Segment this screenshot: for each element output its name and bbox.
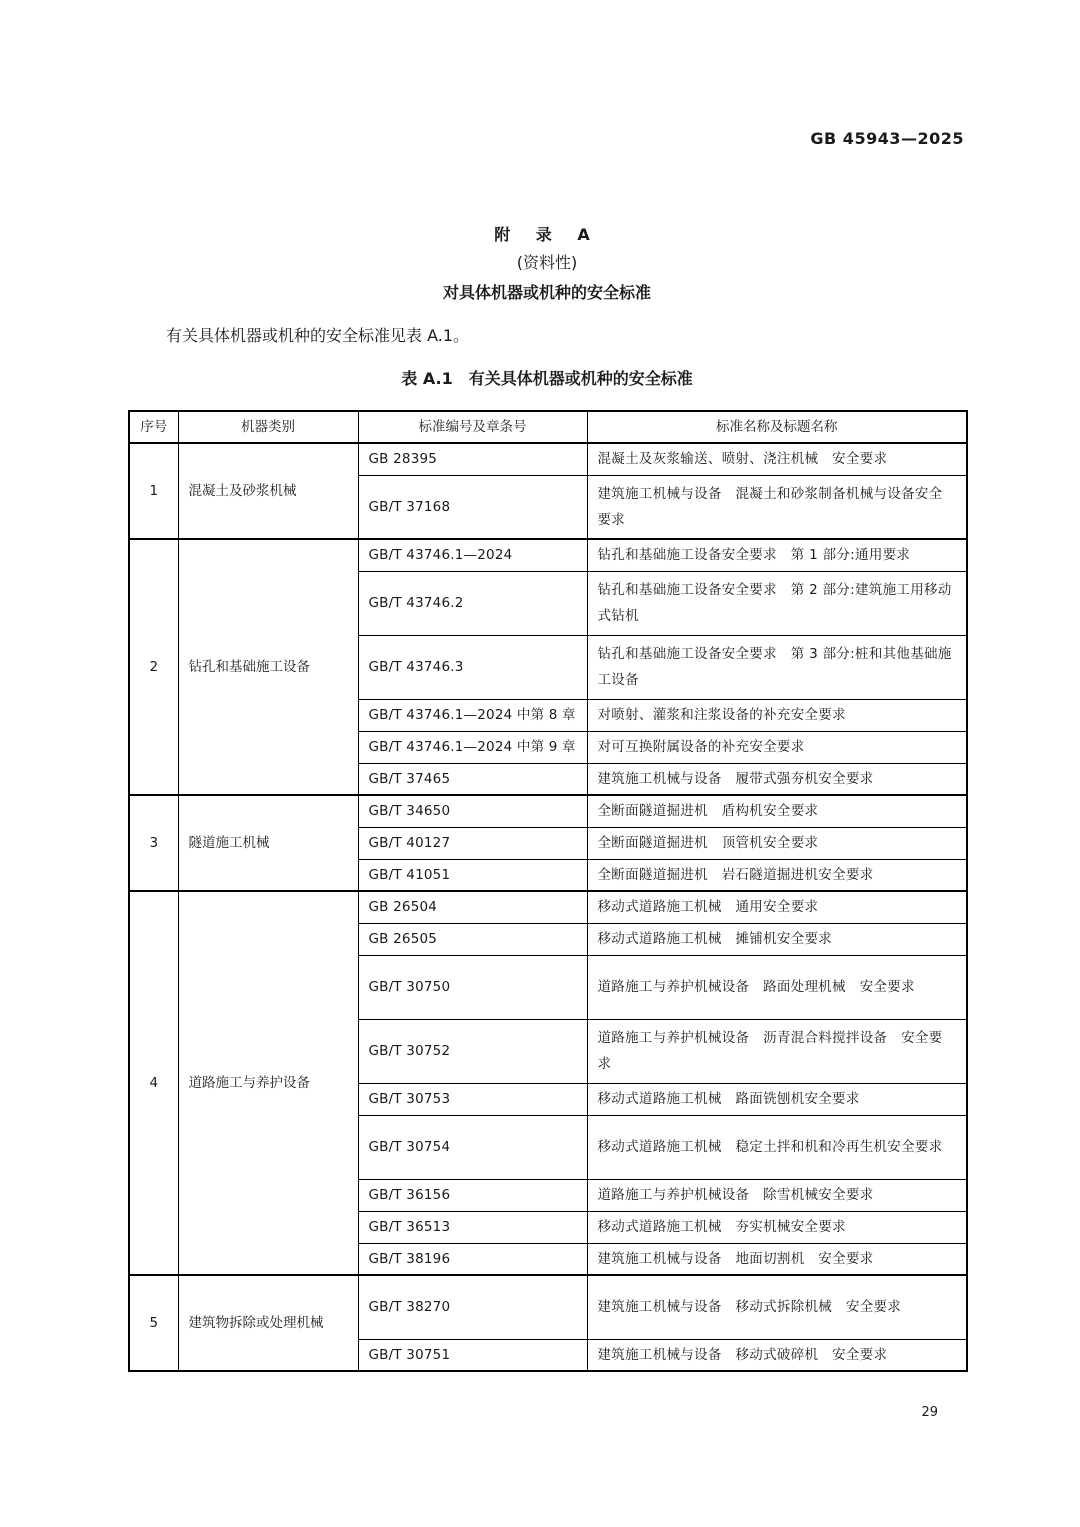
cell-category: 隧道施工机械 xyxy=(178,795,358,891)
cell-standard-title: 全断面隧道掘进机 岩石隧道掘进机安全要求 xyxy=(587,859,967,891)
header-code: 标准编号及章条号 xyxy=(358,411,587,443)
cell-standard-code: GB/T 43746.1—2024 中第 8 章 xyxy=(358,699,587,731)
cell-standard-title: 移动式道路施工机械 夯实机械安全要求 xyxy=(587,1211,967,1243)
appendix-type: (资料性) xyxy=(516,253,578,272)
cell-standard-code: GB/T 40127 xyxy=(358,827,587,859)
header-category: 机器类别 xyxy=(178,411,358,443)
cell-standard-title: 全断面隧道掘进机 盾构机安全要求 xyxy=(587,795,967,827)
cell-standard-code: GB/T 36513 xyxy=(358,1211,587,1243)
cell-standard-title: 建筑施工机械与设备 混凝土和砂浆制备机械与设备安全要求 xyxy=(587,475,967,539)
cell-standard-code: GB 26505 xyxy=(358,923,587,955)
cell-category: 钻孔和基础施工设备 xyxy=(178,539,358,795)
cell-standard-code: GB/T 43746.1—2024 xyxy=(358,539,587,571)
cell-standard-code: GB/T 43746.1—2024 中第 9 章 xyxy=(358,731,587,763)
table-row xyxy=(129,539,967,571)
cell-standard-code: GB/T 38196 xyxy=(358,1243,587,1275)
cell-standard-title: 道路施工与养护机械设备 路面处理机械 安全要求 xyxy=(587,955,967,1019)
cell-standard-title: 移动式道路施工机械 通用安全要求 xyxy=(587,891,967,923)
appendix-name: 对具体机器或机种的安全标准 xyxy=(442,283,651,302)
cell-category: 混凝土及砂浆机械 xyxy=(178,443,358,539)
table-header-row xyxy=(129,411,967,443)
cell-standard-code: GB/T 43746.2 xyxy=(358,571,587,635)
cell-standard-title: 钻孔和基础施工设备安全要求 第 3 部分:桩和其他基础施工设备 xyxy=(587,635,967,699)
page-number: 29 xyxy=(921,1405,938,1420)
cell-standard-code: GB/T 30753 xyxy=(358,1083,587,1115)
cell-seq: 5 xyxy=(129,1275,178,1371)
table-caption: 表 A.1 有关具体机器或机种的安全标准 xyxy=(401,369,693,388)
cell-standard-code: GB/T 36156 xyxy=(358,1179,587,1211)
document-id: GB 45943—2025 xyxy=(810,129,964,148)
cell-standard-title: 对喷射、灌浆和注浆设备的补充安全要求 xyxy=(587,699,967,731)
cell-standard-code: GB/T 30750 xyxy=(358,955,587,1019)
cell-seq: 1 xyxy=(129,443,178,539)
cell-standard-code: GB/T 38270 xyxy=(358,1275,587,1339)
cell-category: 建筑物拆除或处理机械 xyxy=(178,1275,358,1371)
cell-standard-title: 移动式道路施工机械 路面铣刨机安全要求 xyxy=(587,1083,967,1115)
intro-paragraph: 有关具体机器或机种的安全标准见表 A.1。 xyxy=(166,326,470,345)
cell-seq: 4 xyxy=(129,891,178,1275)
cell-standard-title: 混凝土及灰浆输送、喷射、浇注机械 安全要求 xyxy=(587,443,967,475)
cell-seq: 3 xyxy=(129,795,178,891)
cell-standard-code: GB/T 30751 xyxy=(358,1339,587,1371)
cell-standard-title: 建筑施工机械与设备 履带式强夯机安全要求 xyxy=(587,763,967,795)
cell-standard-code: GB/T 37168 xyxy=(358,475,587,539)
cell-standard-code: GB/T 34650 xyxy=(358,795,587,827)
table-body xyxy=(129,443,967,1371)
cell-standard-title: 道路施工与养护机械设备 沥青混合料搅拌设备 安全要求 xyxy=(587,1019,967,1083)
cell-standard-title: 对可互换附属设备的补充安全要求 xyxy=(587,731,967,763)
cell-standard-title: 道路施工与养护机械设备 除雪机械安全要求 xyxy=(587,1179,967,1211)
appendix-title: 附 录 A xyxy=(494,225,600,244)
cell-standard-title: 钻孔和基础施工设备安全要求 第 2 部分:建筑施工用移动式钻机 xyxy=(587,571,967,635)
table-row xyxy=(129,795,967,827)
cell-standard-code: GB/T 43746.3 xyxy=(358,635,587,699)
cell-category: 道路施工与养护设备 xyxy=(178,891,358,1275)
cell-standard-title: 建筑施工机械与设备 移动式破碎机 安全要求 xyxy=(587,1339,967,1371)
cell-standard-title: 移动式道路施工机械 摊铺机安全要求 xyxy=(587,923,967,955)
cell-standard-code: GB/T 30754 xyxy=(358,1115,587,1179)
table-row xyxy=(129,1275,967,1339)
cell-standard-code: GB 28395 xyxy=(358,443,587,475)
table-row xyxy=(129,443,967,475)
cell-standard-code: GB/T 41051 xyxy=(358,859,587,891)
cell-seq: 2 xyxy=(129,539,178,795)
cell-standard-title: 钻孔和基础施工设备安全要求 第 1 部分:通用要求 xyxy=(587,539,967,571)
cell-standard-code: GB/T 37465 xyxy=(358,763,587,795)
standards-table xyxy=(128,410,968,1372)
cell-standard-title: 移动式道路施工机械 稳定土拌和机和冷再生机安全要求 xyxy=(587,1115,967,1179)
cell-standard-title: 建筑施工机械与设备 移动式拆除机械 安全要求 xyxy=(587,1275,967,1339)
cell-standard-title: 建筑施工机械与设备 地面切割机 安全要求 xyxy=(587,1243,967,1275)
table-row xyxy=(129,891,967,923)
cell-standard-code: GB/T 30752 xyxy=(358,1019,587,1083)
cell-standard-code: GB 26504 xyxy=(358,891,587,923)
cell-standard-title: 全断面隧道掘进机 顶管机安全要求 xyxy=(587,827,967,859)
header-title: 标准名称及标题名称 xyxy=(587,411,967,443)
header-seq: 序号 xyxy=(129,411,178,443)
